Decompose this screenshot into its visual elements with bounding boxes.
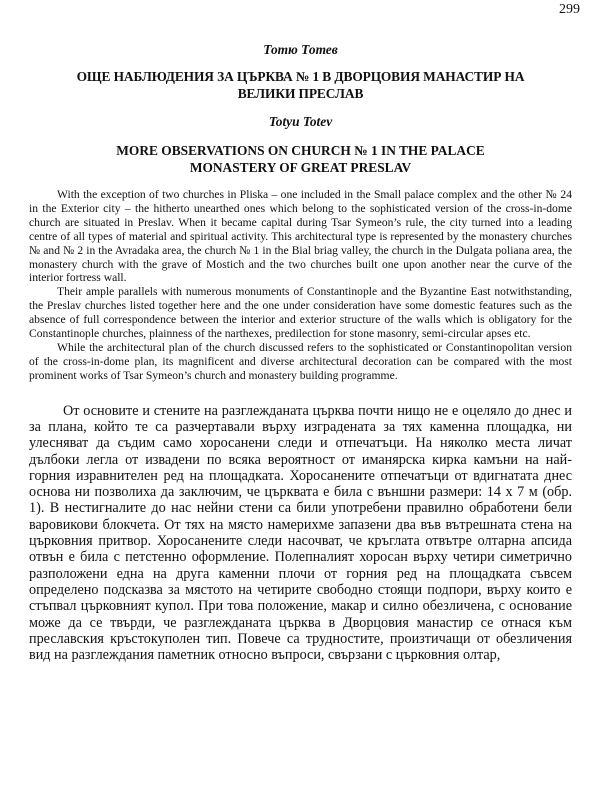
main-text (29, 403, 572, 664)
abstract-paragraph-3: While the architectural plan of the church discussed refers to the sophisticated or Constantinopolitan version of the cross-in-dome plan, its magnificent and diverse architectural decoration can be compared with the most prominent works of Tsar Symeon’s church and monastery building programme. (29, 340, 572, 382)
english-abstract (29, 188, 572, 383)
abstract-paragraph-2: Their ample parallels with numerous monuments of Constantinople and the Byzantine East notwithstanding, the Preslav churches listed together here and the one under consideration have some domestic features such as the absence of full correspondence between the interior and exterior structure of the walls which is obligatory for the Constantinople churches, plainness of the narthexes, predilection for stone masonry, semi-circular apses etc. (29, 285, 572, 341)
page-number: 299 (559, 2, 580, 17)
title-bulgarian-line-2: ВЕЛИКИ ПРЕСЛАВ (237, 86, 364, 101)
title-english-line-1: MORE OBSERVATIONS ON CHURCH № 1 IN THE PALACE (116, 143, 485, 158)
title-bulgarian-line-1: ОЩЕ НАБЛЮДЕНИЯ ЗА ЦЪРКВА № 1 В ДВОРЦОВИЯ МАНАСТИР НА (76, 69, 525, 84)
author-english: Totyu Totev (268, 114, 333, 129)
title-english-line-2: MONASTERY OF GREAT PRESLAV (189, 160, 412, 175)
abstract-paragraph-1: With the exception of two churches in Pliska – one included in the Small palace complex and the other № 24 in the Exterior city – the hitherto unearthed ones which belong to the sophisticated version of the cross-in-dome church are situated in Preslav. When it became capital during Tsar Symeon’s rule, the city turned into a leading centre of all types of material and spiritual activity. This architectural type is represented by the monastery churches № and № 2 in the Avradaka area, the church № 1 in the Bial briag valley, the church in the Dulgata poliana area, the monastery church with the grave of Mostich and the two churches built one upon another near the curve of the interior fortress wall. (29, 188, 572, 285)
title-english (29, 142, 572, 176)
author-bulgarian: Тотю Тотев (263, 42, 338, 57)
title-bulgarian (29, 68, 572, 102)
body-paragraph-1: От основите и стените на разглежданата църква почти нищо не е оцеляло до днес и за плана, който те са разчертавали върху изградената за тях каменна площадка, ни улесняват да съдим само хоросанени следи и отпечатъци. На няколко места личат дълбоки легла от извадени по всяка вероятност от иманярска кирка камъни на най-горния изравнителен ред на площадката. Хоросанените отпечатъци от вдигнатата днес основа ни позволиха да заключим, че църквата е била с външни размери: 14 х 7 м (обр. 1). В нестигналите до нас нейни стени са били употребени правилно обработени бели варовикови блокчета. От тях на място намерихме запазени два във вътрешната стена на църковния притвор. Хоросанените следи насочват, че кръглата отвътре олтарна апсида отвън е била с петстенно оформление. Полепналият хоросан върху четири симетрично разположени една на друга каменни плочи от горния ред на площадката съвсем определено подсказва за мястото на четирите свободно стоящи подпори, върху които е стъпвал църковният купол. При това положение, макар и силно обезличена, с основание може да се твърди, че разглежданата църква в Дворцовия манастир се отнася към преславския кръстокуполен тип. Повече са трудностите, произтичащи от обезличения вид на разглеждания паметник относно въпроси, свързани с църковния олтар, (29, 402, 572, 664)
